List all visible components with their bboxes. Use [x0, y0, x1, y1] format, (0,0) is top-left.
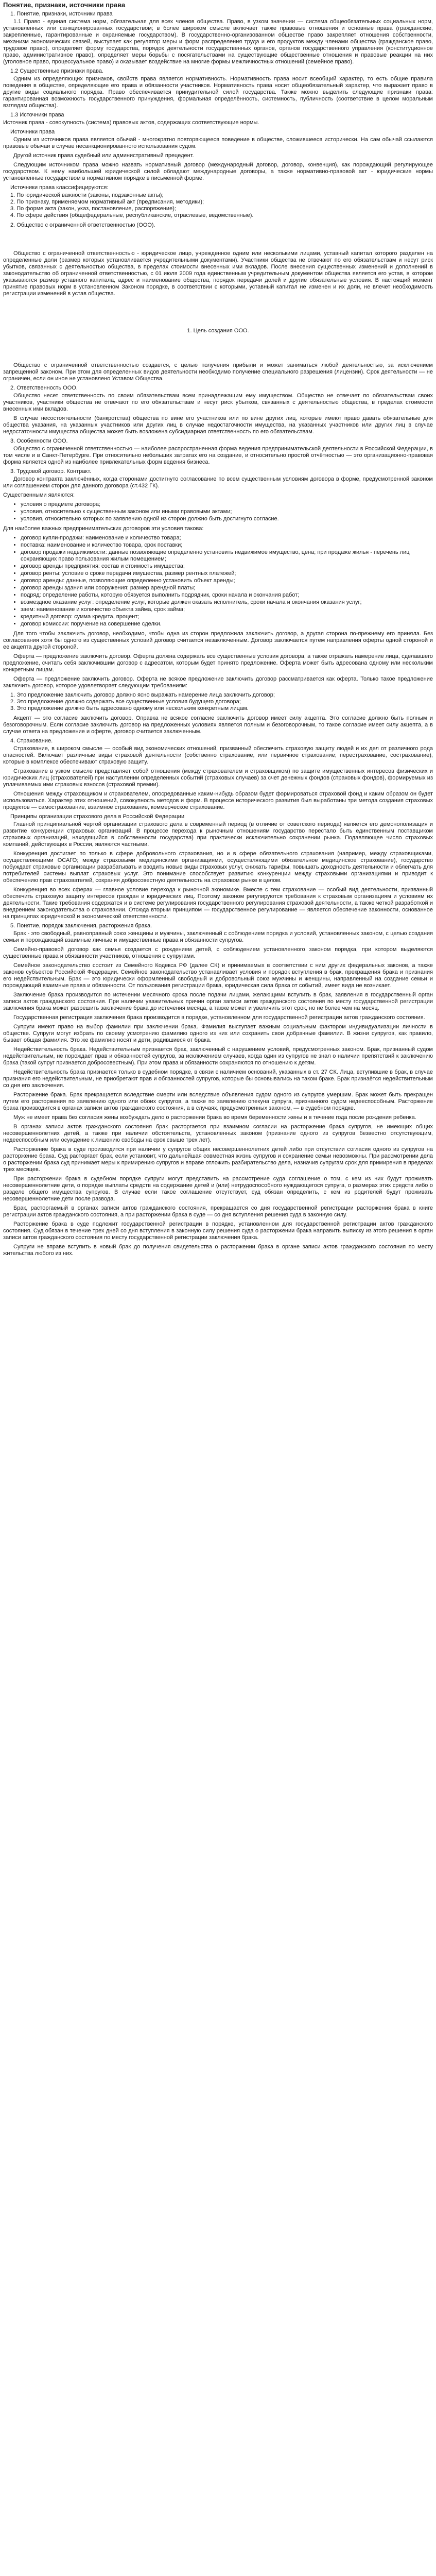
list-item: 2. По признаку, применяемом нормативный акт (предписания, методики);	[10, 199, 204, 205]
paragraph: Одним из определяющих признаков, свойств права является нормативность. Нормативность права носит всеобщий характер, то есть общие правила поведения в обществе, определяющие его права и обязанности участников. Нормативность права носит общеобязательный характер, что выражает право в другие виды социального порядка. Право обеспечивается принудительной силой государства. Также можно выделить следующие признаки права: гарантированная возможность государственного принуждения, формальная определённость, системность, публичность (соответствие в целом моральным взглядам общества).	[3, 76, 433, 109]
paragraph: В случае несостоятельности (банкротства) общества по вине его участников или по вине других лиц, которые имеют право давать обязательные для общества указания, на указанных участников или других лиц в случае недостаточности имущества, на указанных участников или других лиц в случае недостаточности имущества общества может быть возложена субсидиарная ответственность по его обязательствам.	[3, 415, 433, 435]
section-heading: 2. Ответственность ООО.	[10, 385, 78, 391]
paragraph: Оферта — предложение заключить договор. Оферта не всякое предложение заключить договор рассматривается как оферта. Только такое предложение заключить договор, которое удовлетворяет следующим требованиям:	[3, 676, 433, 689]
paragraph: Одним из источников права является обычай - многократно повторяющееся поведение в обществе, сложившееся исторически. На сам обычай ссылаются правовые обычаи в случае несанкционированного использования судом.	[3, 137, 433, 149]
vertical-gap	[3, 230, 433, 250]
document-body	[3, 11, 433, 1257]
paragraph: Общество с ограниченной ответственностью создается, с целью получения прибыли и может заниматься любой деятельностью, за исключением запрещенной законом. При этом для определенных видов деятельности необходимо получение специального разрешения (лицензии). Срок деятельности — не ограничен, если он иное не установлено Уставом Общества.	[3, 362, 433, 382]
paragraph: Страхование в узком смысле представляет собой отношения (между страхователем и страховщиком) по защите имущественных интересов физических и юридических лиц (страхователей) при наступлении определенных событий (страховых случаев) за счет денежных фондов (страховых фондов), формируемых из уплачиваемых ими страховых взносов (страховой премии).	[3, 768, 433, 788]
document	[0, 0, 436, 1265]
paragraph: Следующим источником права можно назвать нормативный договор (международный договор, договор, конвенция), как порождающий регулирующее государством. К нему наибольшей юридической силой обладают международные договоры, а также нормативно-правовой акт - юридические нормы установленные государством в нормативном порядке в письменной форме.	[3, 162, 433, 181]
bullet-list	[3, 501, 433, 522]
paragraph: Для того чтобы заключить договор, необходимо, чтобы одна из сторон предложила заключить договор, а другая сторона по-прежнему его приняла. Без согласования хотя бы одного из существенных условий договор считается незаключенным. Договор заключается путем направления оферты одной стороной и ее акцепта другой стороной.	[3, 631, 433, 650]
list-item: 3. Это предложение должно быть адресовано одному или нескольким конкретным лицам.	[10, 705, 249, 711]
paragraph: Общество несет ответственность по своим обязательствам всем принадлежащим ему имуществом. Общество не отвечает по обязательствам своих участников, участники общества не отвечают по его обязательствам и несут риск убытков, связанных с деятельностью общества, в пределах стоимости внесенных ими вкладов.	[3, 393, 433, 412]
section-heading: 1. Понятие, признаки, источники права	[10, 11, 113, 17]
paragraph: Расторжение брака. Брак прекращается вследствие смерти или вследствие объявления судом одного из супругов умершим. Брак может быть прекращен путем его расторжения по заявлению одного или обоих супругов, а также по заявлению опекуна супруга, признанного судом недееспособным. Расторжение брака производится в органах записи актов гражданского состояния, а в случаях, предусмотренных законом, — в судебном порядке.	[3, 1092, 433, 1111]
section-heading: 3. Особенности ООО.	[10, 438, 68, 444]
paragraph: Недействительность брака. Недействительным признается брак, заключенный с нарушением условий, предусмотренных законом. Брак, признанный судом недействительным, не порождает прав и обязанностей супругов, за исключением случаев, когда один из супругов не знал о наличии препятствий к заключению брака (такой супруг признается добросовестным). При этом права и обязанности сохраняются по отношению к детям.	[3, 1046, 433, 1066]
paragraph: При расторжении брака в судебном порядке супруги могут представить на рассмотрение суда соглашение о том, с кем из них будут проживать несовершеннолетние дети, о порядке выплаты средств на содержание детей и (или) нетрудоспособного нуждающегося супруга, о размерах этих средств либо о разделе общего имущества супругов. В случае если такое соглашение отсутствует, суд обязан определить, с кем из родителей будут проживать несовершеннолетние дети после развода.	[3, 1176, 433, 1202]
paragraph: Страхование, в широком смысле — особый вид экономических отношений, призванный обеспечить страховую защиту людей и их дел от различного рода опасностей. Включает различные виды страховой деятельности (собственно страхование, или первичное страхование; перестрахование, сострахование), которые в комплексе обеспечивают страховую защиту.	[3, 745, 433, 765]
paragraph: Оферта — предложение заключить договор. Оферта должна содержать все существенные условия договора, а также отражать намерение лица, сделавшего предложение, считать себя заключившим договор с адресатом, которым будет принято предложение. Оферта может быть адресована одному или нескольким конкретным лицам.	[3, 653, 433, 673]
paragraph: 1.1 Право - единая система норм, обязательная для всех членов общества. Право, в узком значении — система общеобязательных социальных норм, установленных или санкционированных государством; в более широком смысле включает также правовые отношения и основные права (гражданские, закрепленные, гарантированные и охраняемые государством). В государственно-организованном обществе право закрепляет отношения собственности, механизм экономических связей, выступает как регулятор меры и форм распределения труда и его продуктов между членами общества (гражданское право, трудовое право), определяет форму государства, порядок деятельности государственных органов, органов государственного управления (конституционное право, административное право), определяет меры борьбы с посягательствами на существующие общественные отношения и правовые реакции на них (уголовное право, процессуальное право) и оказывает воздействие на многие формы межличностных отношений (семейное право).	[3, 19, 433, 65]
paragraph: Источник права - совокупность (система) правовых актов, содержащих соответствующие нормы.	[3, 120, 259, 126]
paragraph: Другой источник права судебный или административный прецедент.	[13, 152, 194, 159]
paragraph: Супруги имеют право на выбор фамилии при заключении брака. Фамилия выступает важным социальным фактором индивидуализации личности в обществе. Супруги могут избрать по своему усмотрению фамилию одного из них или сохранить свои добрачные фамилии. В жизни супругов, как правило, бывает общая фамилия. Это же фамилию носят и дети, родившиеся от брака.	[3, 1024, 433, 1043]
section-heading: Источники права	[10, 129, 55, 135]
numbered-list	[10, 192, 433, 219]
paragraph: Отношения между страховщиком и страхователем, опосредованные каким-нибудь образом будет формироваться страховой фонд и каким образом он будет использоваться. Характер этих отношений, совокупность методов и форм. В процессе исторического развития был выработаны три метода создания страховых продуктов — самострахование, взаимное страхование, коммерческое страхование.	[3, 791, 433, 810]
paragraph: Муж не имеет права без согласия жены возбуждать дело о расторжении брака во время беременности жены и в течение года после рождения ребенка.	[13, 1114, 416, 1121]
paragraph: Конкуренция достигает по только в сфере добровольного страхования, но и в сфере обязательного страхования (например, между страховщиками, осуществляющими ОСАГО; между страховыми медицинскими организациями, осуществляющими обязательное медицинское страхование), государство побуждает страховые организации разрабатывать и вводить новые виды страховых услуг, снижать тарифы, повышать доходность деятельности и облегчать для потребителей системы выплат страховых услуг. Это понимание способствует развитию конкуренции между страховыми организациями и приводит к обеспечению прав страхователей, сохраняя добросовестную деятельность на страховом рынке в целом.	[3, 851, 433, 884]
paragraph: Главной принципиальной чертой организации страхового дела в современный период (в отличие от советского периода) является его демонополизация и развитие конкуренции страховых организаций. В процессе перехода к рыночным отношениям государство перестало быть единственным поставщиком страховых организаций, находящийся в собственности государства) при практически исключительно сохранении рынка. Подавляющее число страховых компаний, действующих в России, являются частными.	[3, 821, 433, 848]
list-item: • договор комиссии: поручение на совершение сделки.	[21, 621, 433, 628]
list-item: • договор продажи недвижимости: данные позволяющие определенно установить недвижимое имущество, цена; при продаже жилья - перечень лиц сохраняющих право пользования жилым помещением;	[21, 549, 433, 563]
paragraph: Конкуренция во всех сферах — главное условие перехода к рыночной экономике. Вместе с тем страхование — особый вид деятельности, призванный обеспечить страховую защиту интересов граждан и юридических лиц. Поэтому законом регулируются требования к страховым организациям и условиям их деятельности. Такие требования содержатся и в системе регулирования государственного регулирования страховой деятельности, а также четкой разработкой и внедрением законодательства о страховании. Отсюда вторым принципом — государственное регулирование — является обеспечение законности, основанное на принципах юридической и экономической ответственности.	[3, 887, 433, 920]
list-item: • условия, относительно которых по заявлению одной из сторон должно быть достигнуто согласие.	[21, 516, 433, 522]
list-item: • договор купли-продажи: наименование и количество товара;	[21, 535, 433, 541]
section-heading: 3. Трудовой договор. Контракт.	[10, 468, 92, 474]
section-heading: Принципы организации страхового дела в Российской Федерации	[10, 814, 185, 820]
paragraph: Семейно-правовой договор как семья создается с рождением детей, с соблюдением установленного законом порядка, при котором выделяются существенные права и обязанности участников, отношения с супругами.	[3, 946, 433, 959]
list-item: 1. Это предложение заключить договор должно ясно выражать намерение лица заключить договор;	[10, 692, 275, 698]
vertical-gap	[3, 342, 433, 362]
paragraph: В органах записи актов гражданского состояния брак расторгается при взаимном согласии на расторжение брака супругов, не имеющих общих несовершеннолетних детей, а также при наличии обстоятельств, установленных законом (признание одного из супругов безвестно отсутствующим, недееспособным или осуждение к лишению свободы на срок свыше трех лет).	[3, 1124, 433, 1143]
section-heading: 1.2 Существенные признаки права.	[10, 68, 103, 74]
paragraph: Существенными являются:	[3, 492, 75, 498]
list-item: 1. По юридической важности (законы, подзаконные акты);	[10, 192, 164, 198]
bullet-list	[3, 535, 433, 628]
list-item: • возмездное оказание услуг: определение услуг, которые должен оказать исполнитель, сроки начала и окончания оказания услуг;	[21, 599, 433, 606]
list-item: • условия о предмете договора;	[21, 501, 433, 508]
list-item: 3. По форме акта (закон, указ, постановление, распоряжение);	[10, 206, 176, 212]
list-item: • договор аренды: данные, позволяющие определенно установить объект аренды;	[21, 578, 433, 584]
paragraph: Расторжение брака в суде подлежит государственной регистрации в порядке, установленном для государственной регистрации актов гражданского состояния. Суд обязан в течение трех дней со дня вступления в законную силу решения суда о расторжении брака направить выписку из этого решения в орган записи актов гражданского состояния по месту государственной регистрации заключения брака.	[3, 1221, 433, 1241]
paragraph: Брак, расторгаемый в органах записи актов гражданского состояния, прекращается со дня государственной регистрации расторжения брака в книге регистрации актов гражданского состояния, а при расторжении брака в суде — со дня вступления решения суда в законную силу.	[3, 1205, 433, 1218]
paragraph: Семейное законодательство состоит из Семейного Кодекса РФ (далее СК) и принимаемых в соответствии с ним других федеральных законов, а также законов субъектов Российской Федерации. Семейное законодательство устанавливает условия и порядок вступления в брак, прекращения брака и признания его недействительным. Брак — это юридически оформленный свободный и добровольный союз мужчины и женщины, направленный на создание семьи и порождающий взаимные права и обязанности. От пользования регистрации бракa, юридическая сила брака от событий, имеет вида не возникает.	[3, 962, 433, 989]
list-item: • подряд: определение работы, которую обязуется выполнить подрядчик, сроки начала и окончания работ;	[21, 592, 433, 599]
section-heading: Источники права классифицируются:	[10, 184, 109, 191]
section-heading: 2. Общество с ограниченной ответственностью (ООО).	[10, 222, 155, 228]
paragraph: Общество с ограниченной ответственностью — наиболее распространенная форма ведения предпринимательской деятельности в Российской Федерации, в том числе и в Санкт-Петербурге. При относительно небольших затратах его на создание, и относительно простой отчётностью — это организационно-правовая форма является одной из наиболее привлекательных форм ведения бизнеса.	[3, 446, 433, 465]
list-item: • заем: наименование и количество объекта займа, срок займа;	[21, 606, 433, 613]
paragraph: Супруги не вправе вступить в новый брак до получения свидетельства о расторжении брака в органе записи актов гражданского состояния по месту жительства любого из них.	[3, 1244, 433, 1257]
paragraph: Договор контракта заключённых, когда сторонами достигнуто согласование по всем существенным условиям договора в форме, предусмотренной законом или соглашением сторон для данного договора (ст.432 ГК).	[3, 476, 433, 489]
section-heading: 4. Страхование.	[10, 738, 53, 744]
section-heading: 1.3 Источники права	[10, 112, 64, 118]
list-item: • условия, относительно к существенным законом или иными правовыми актами;	[21, 509, 433, 515]
section-heading: 1. Цель создания ООО.	[187, 328, 249, 334]
list-item: • кредитный договор: сумма кредита, процент;	[21, 614, 433, 620]
paragraph: Расторжение брака в суде производится при наличии у супругов общих несовершеннолетних детей либо при отсутствии согласия одного из супругов на расторжение брака. Суд расторгает брак, если установит, что дальнейшая совместная жизнь супругов и сохранение семьи невозможны. При рассмотрении дела о расторжении брака суд принимает меры к примирению супругов и вправе отложить разбирательство дела, назначив супругам срок для примирения в пределах трех месяцев.	[3, 1146, 433, 1173]
page-title: Понятие, признаки, источники права	[3, 1, 126, 9]
paragraph: Заключение брака производится по истечении месячного срока после подачи лицами, желающими вступить в брак, заявления в государственный орган записи актов гражданского состояния. При наличии уважительных причин орган записи актов гражданского состояния по месту государственной регистрации заключения брака может разрешить заключение брака до истечения месяца, а также может и увеличить этот срок, но не более чем на месяц.	[3, 992, 433, 1011]
section-heading: 5. Понятие, порядок заключения, расторжения брака.	[10, 923, 152, 929]
paragraph: Акцепт — это согласие заключить договор. Оправка не всякое согласие заключить договор имеет силу акцепта. Это согласие должно быть полным и безоговорочным. Если согласие заключить договор на предложенных условиях является полным и безоговорочным, то такое согласие имеет силу акцепта, а в случае ответа на предложение и оферте, договор считается заключенным.	[3, 715, 433, 735]
list-item: • договор ренты: условие о сроке передачи имущества, размер рентных платежей;	[21, 570, 433, 577]
paragraph: Недействительность брака признается только в судебном порядке, в связи с наличием оснований, указанных в ст. 27 СК. Лица, вступившие в брак, в случае признания его недействительным, не приобретают прав и обязанностей супругов, которые бы основывались на таком браке. Брак признаётся недействительным со дня его заключения.	[3, 1069, 433, 1089]
list-item: 2. Это предложение должно содержать все существенные условия будущего договора;	[10, 699, 241, 705]
paragraph: Общество с ограниченной ответственностью - юридическое лицо, учрежденное одним или несколькими лицами, уставный капитал которого разделен на определенные доли (размер которых установливается учредительными документами). Участники общества не отвечают по его обязательствам и несут риск убытков, связанных с деятельностью общества, в пределах стоимости внесенных ими вкладов. После внесения существенных изменений и дополнений в законодательство об ограниченной ответственностью, с 01 июля 2009 года единственным учредительным документом общества является его устав, в котором указываются размер уставного капитала, адрес и наименование общества, порядок передачи долей и другие обязательные условия. В настоящий момент принятие правовых норм в установленном Законом порядке, в соответствии с которыми, уставный капитал не изменен и их доли, не влечет необходимость регистрации изменений в устав общества.	[3, 250, 433, 297]
paragraph: Для наиболее важных предпринимательских договоров эти условия такова:	[3, 526, 204, 532]
paragraph: Государственная регистрация заключения брака производится в порядке, установленном для государственной регистрации актов гражданского состояния.	[13, 1014, 425, 1021]
list-item: • договор аренды здания или сооружения: размер арендной платы;	[21, 585, 433, 591]
list-item: 4. По сфере действия (общефедеральные, республиканские, отраслевые, ведомственные).	[10, 212, 254, 218]
list-item: • договор аренды предприятия: состав и стоимость имущества;	[21, 563, 433, 570]
vertical-gap	[3, 300, 433, 320]
numbered-list	[10, 692, 433, 712]
paragraph: Брак - это свободный, равноправный союз женщины и мужчины, заключенный с соблюдением порядка и условий, установленных законом, с целью создания семьи и порождающий взаимные личные и имущественные права и обязанности супругов.	[3, 930, 433, 943]
list-item: • поставка: наименование и количество товара, срок поставки;	[21, 542, 433, 549]
